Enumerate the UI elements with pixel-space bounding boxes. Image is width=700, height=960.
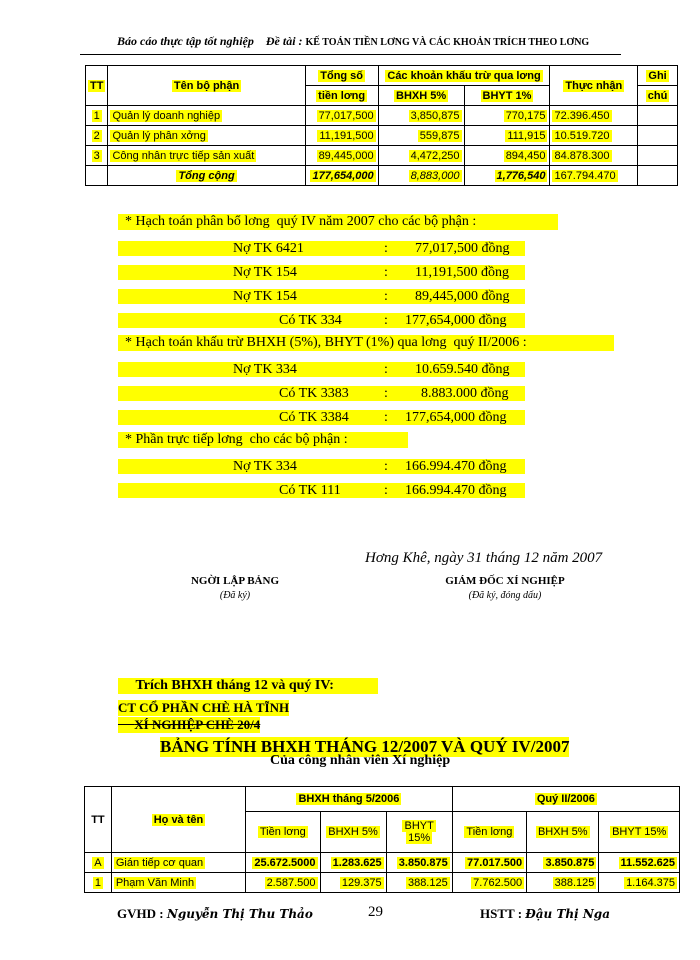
- total-row: Tổng cộng 177,654,000 8,883,000 1,776,540 167.794.470: [86, 166, 678, 186]
- journal-line: Nợ TK 154 : 11,191,500 đồng: [118, 265, 525, 280]
- col-tt: TT: [86, 66, 108, 106]
- journal-line: Nợ TK 334 : 166.994.470 đồng: [118, 459, 525, 474]
- col-net: Thực nhận: [550, 66, 638, 106]
- group-q2: Quý II/2006: [452, 787, 679, 812]
- topic-title: KẾ TOÁN TIỀN LƠNG VÀ CÁC KHOẢN TRÍCH THEO LƠNG: [305, 37, 590, 48]
- table-row: A Gián tiếp cơ quan 25.672.5000 1.283.625 3.850.875 77.017.500 3.850.875 11.552.625: [85, 853, 680, 873]
- journal-line: Nợ TK 154 : 89,445,000 đồng: [118, 289, 525, 304]
- col-wage: Tiền lơng: [246, 812, 320, 853]
- table-row: 1 Quản lý doanh nghiệp 77,017,500 3,850,875 770,175 72.396.450: [86, 106, 678, 126]
- factory-name: XÍ NGHIỆP CHÈ 20/4: [118, 717, 260, 733]
- topic-label: Đề tài :: [265, 34, 303, 48]
- journal-section-1-title: * Hạch toán phân bổ lơng quý IV năm 2007 cho các bộ phận :: [118, 214, 558, 230]
- page-header: [117, 34, 589, 49]
- table-row: 1 Phạm Văn Minh 2.587.500 129.375 388.125 7.762.500 388.125 1.164.375: [85, 873, 680, 893]
- footer-hstt: HSTT : Đậu Thị Nga: [480, 906, 610, 921]
- journal-line: Có TK 111 : 166.994.470 đồng: [118, 483, 525, 498]
- journal-line: Nợ TK 6421 : 77,017,500 đồng: [118, 241, 525, 256]
- col-tt: TT: [85, 787, 112, 853]
- footer-gvhd: GVHD : Nguyễn Thị Thu Thảo: [117, 906, 313, 921]
- col-bhyt: BHYT 15%: [386, 812, 452, 853]
- preparer-sign: (Đã ký): [219, 590, 251, 601]
- col-dept: Tên bộ phận: [108, 66, 305, 106]
- salary-table: [85, 65, 678, 186]
- col-bhxh: BHXH 5%: [378, 86, 464, 106]
- col-note: Ghi: [638, 66, 678, 86]
- gvhd-name: Nguyễn Thị Thu Thảo: [166, 907, 313, 921]
- col-note-2: chú: [638, 86, 678, 106]
- hstt-name: Đậu Thị Nga: [525, 907, 610, 921]
- journal-line: Nợ TK 334 : 10.659.540 đồng: [118, 362, 525, 377]
- header-divider: [80, 54, 621, 55]
- col-bhyt-q2: BHYT 15%: [599, 812, 680, 853]
- bhxh-table: [84, 786, 680, 893]
- journal-line: Có TK 3383 : 8.883.000 đồng: [118, 386, 525, 401]
- col-bhyt: BHYT 1%: [464, 86, 550, 106]
- page-number: 29: [368, 904, 383, 920]
- col-wage-q2: Tiền lơng: [452, 812, 526, 853]
- report-title: Báo cáo thực tập tốt nghiệp: [117, 34, 254, 48]
- place-date: Hơng Khê, ngày 31 tháng 12 năm 2007: [365, 550, 603, 566]
- director-label: GIÁM ĐỐC XÍ NGHIỆP: [445, 575, 565, 587]
- col-bhxh-q2: BHXH 5%: [527, 812, 599, 853]
- col-total-2: tiền lơng: [305, 86, 378, 106]
- table-row: 3 Công nhân trực tiếp sản xuất 89,445,000 4,472,250 894,450 84.878.300: [86, 146, 678, 166]
- preparer-label: NGỜI LẬP BẢNG: [190, 575, 279, 587]
- col-bhxh: BHXH 5%: [320, 812, 386, 853]
- journal-line: Có TK 3384 : 177,654,000 đồng: [118, 410, 525, 425]
- table-row: 2 Quản lý phân xởng 11,191,500 559,875 111,915 10.519.720: [86, 126, 678, 146]
- journal-section-3-title: * Phần trực tiếp lơng cho các bộ phận :: [118, 432, 408, 448]
- col-deduct: Các khoản khấu trừ qua lơng: [378, 66, 550, 86]
- excerpt-title: Trích BHXH tháng 12 và quý IV:: [118, 678, 378, 694]
- bhxh-table-title: BẢNG TÍNH BHXH THÁNG 12/2007 VÀ QUÝ IV/2007: [160, 737, 570, 756]
- col-total: Tổng số: [305, 66, 378, 86]
- group-bhxh-may: BHXH tháng 5/2006: [246, 787, 453, 812]
- journal-section-2-title: * Hạch toán khấu trừ BHXH (5%), BHYT (1%) qua lơng quý II/2006 :: [118, 335, 614, 351]
- col-name: Họ và tên: [111, 787, 245, 853]
- bhxh-table-subtitle: Của công nhân viên Xí nghiệp: [270, 753, 451, 768]
- journal-line: Có TK 334 : 177,654,000 đồng: [118, 313, 525, 328]
- company-name: CT CỔ PHẦN CHÈ HÀ TĨNH: [118, 700, 290, 715]
- director-sign: (Đã ký, đóng dấu): [468, 590, 542, 601]
